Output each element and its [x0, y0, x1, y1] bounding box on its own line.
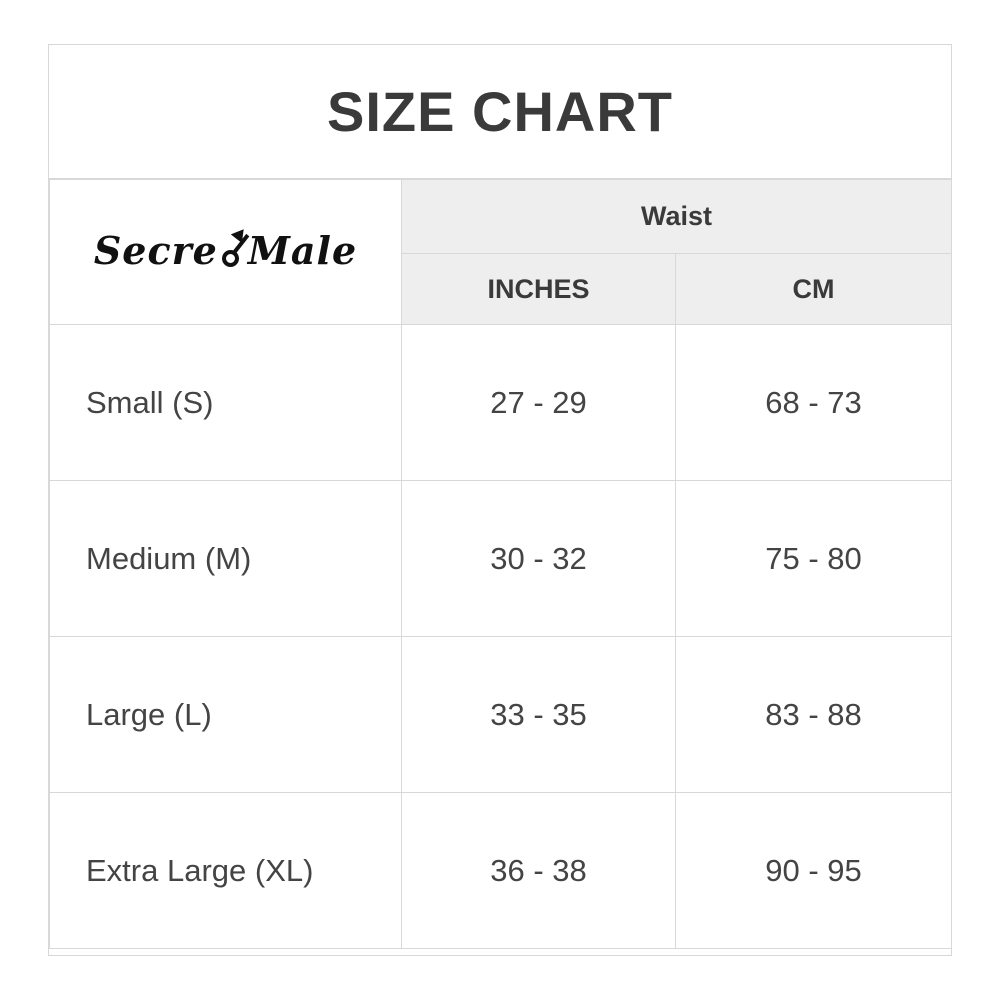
- page-title: SIZE CHART: [327, 79, 673, 143]
- group-header-waist: Waist: [402, 180, 952, 254]
- column-header-inches: INCHES: [402, 254, 676, 325]
- table-row: [50, 481, 952, 637]
- row-inches-value: 30 - 32: [402, 481, 676, 637]
- row-inches-value: 27 - 29: [402, 325, 676, 481]
- size-chart-container: [48, 44, 952, 956]
- size-chart-table: [49, 179, 952, 949]
- table-row: [50, 325, 952, 481]
- row-cm-value: 90 - 95: [676, 793, 952, 949]
- brand-logo: [93, 228, 358, 273]
- brand-logo-text-part1: Secre: [93, 228, 218, 273]
- chart-title-row: [49, 45, 951, 179]
- row-cm-value: 83 - 88: [676, 637, 952, 793]
- table-header-row-group: [50, 180, 952, 254]
- mars-symbol-icon: [216, 232, 250, 272]
- table-header: [50, 180, 952, 325]
- row-size-label: Medium (M): [50, 481, 402, 637]
- row-inches-value: 36 - 38: [402, 793, 676, 949]
- brand-logo-cell: [50, 180, 402, 325]
- row-cm-value: 75 - 80: [676, 481, 952, 637]
- table-row: [50, 637, 952, 793]
- row-inches-value: 33 - 35: [402, 637, 676, 793]
- row-size-label: Large (L): [50, 637, 402, 793]
- row-size-label: Extra Large (XL): [50, 793, 402, 949]
- brand-logo-text-part2: Male: [247, 228, 358, 273]
- table-body: [50, 325, 952, 949]
- row-cm-value: 68 - 73: [676, 325, 952, 481]
- table-row: [50, 793, 952, 949]
- row-size-label: Small (S): [50, 325, 402, 481]
- column-header-cm: CM: [676, 254, 952, 325]
